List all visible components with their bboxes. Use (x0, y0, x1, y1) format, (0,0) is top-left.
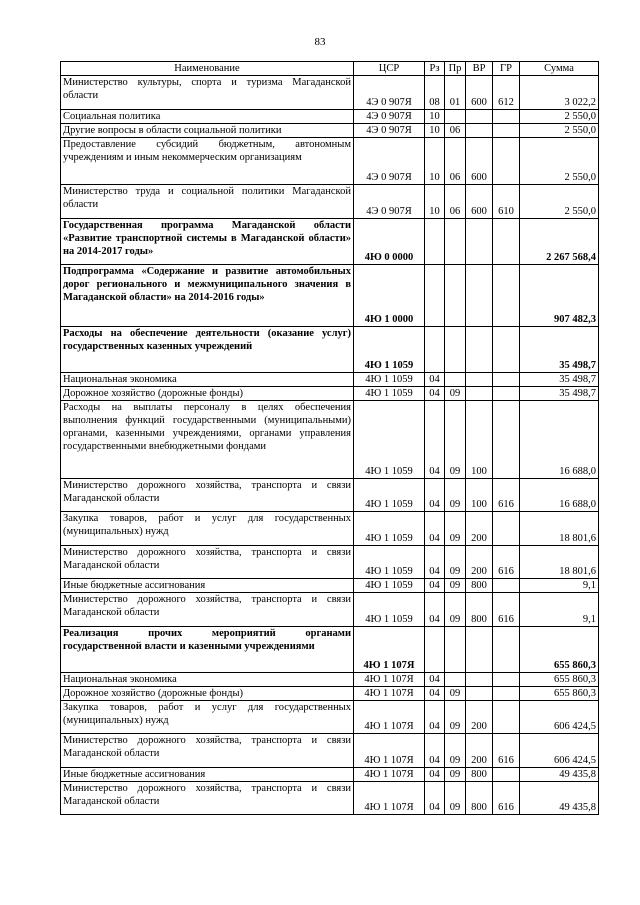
cell-gr (493, 219, 520, 265)
header-name: Наименование (61, 62, 354, 76)
cell-gr (493, 373, 520, 387)
table-row (61, 673, 599, 687)
cell-name: Расходы на выплаты персоналу в целях обеспечения выполнения функций государственными (муниципальными) органами, казенными учреждениями, органами управления государственными внебюджетными фондами (61, 401, 354, 479)
table-row (61, 479, 599, 512)
cell-pr: 06 (445, 124, 466, 138)
cell-pr: 09 (445, 512, 466, 546)
cell-sum: 9,1 (520, 593, 599, 627)
cell-csr: 4Ю 1 1059 (354, 479, 425, 512)
cell-csr: 4Ю 1 1059 (354, 593, 425, 627)
cell-gr: 616 (493, 782, 520, 815)
cell-sum: 3 022,2 (520, 76, 599, 110)
cell-name: Министерство культуры, спорта и туризма Магаданской области (61, 76, 354, 110)
cell-sum: 2 267 568,4 (520, 219, 599, 265)
cell-pr: 06 (445, 185, 466, 219)
cell-sum: 18 801,6 (520, 546, 599, 579)
header-rz: Рз (425, 62, 445, 76)
table-row (61, 701, 599, 734)
cell-gr (493, 124, 520, 138)
table-row (61, 768, 599, 782)
cell-vr (466, 687, 493, 701)
table-row (61, 782, 599, 815)
cell-gr (493, 265, 520, 327)
cell-name: Предоставление субсидий бюджетным, автономным учреждениям и иным некоммерческим организациям (61, 138, 354, 185)
cell-gr (493, 327, 520, 373)
cell-name: Министерство дорожного хозяйства, транспорта и связи Магаданской области (61, 782, 354, 815)
cell-vr (466, 373, 493, 387)
cell-rz: 04 (425, 593, 445, 627)
cell-name: Министерство дорожного хозяйства, транспорта и связи Магаданской области (61, 734, 354, 768)
cell-gr (493, 673, 520, 687)
cell-name: Государственная программа Магаданской области «Развитие транспортной системы в Магаданской области» на 2014-2017 годы» (61, 219, 354, 265)
cell-pr: 09 (445, 782, 466, 815)
cell-gr: 616 (493, 479, 520, 512)
table-row (61, 512, 599, 546)
cell-csr: 4Э 0 907Я (354, 110, 425, 124)
cell-sum: 49 435,8 (520, 782, 599, 815)
cell-csr: 4Ю 1 107Я (354, 768, 425, 782)
cell-rz: 04 (425, 768, 445, 782)
cell-name: Дорожное хозяйство (дорожные фонды) (61, 687, 354, 701)
cell-csr: 4Ю 0 0000 (354, 219, 425, 265)
cell-csr: 4Ю 1 1059 (354, 373, 425, 387)
header-pr: Пр (445, 62, 466, 76)
cell-csr: 4Ю 1 107Я (354, 673, 425, 687)
table-row (61, 76, 599, 110)
cell-sum: 606 424,5 (520, 701, 599, 734)
cell-vr (466, 327, 493, 373)
cell-csr: 4Ю 1 0000 (354, 265, 425, 327)
cell-rz: 04 (425, 734, 445, 768)
cell-gr: 616 (493, 734, 520, 768)
table-row (61, 138, 599, 185)
cell-pr: 09 (445, 734, 466, 768)
cell-vr: 800 (466, 768, 493, 782)
table-row (61, 124, 599, 138)
header-csr: ЦСР (354, 62, 425, 76)
cell-name: Министерство дорожного хозяйства, транспорта и связи Магаданской области (61, 479, 354, 512)
cell-pr: 06 (445, 138, 466, 185)
cell-vr: 100 (466, 401, 493, 479)
cell-sum: 2 550,0 (520, 110, 599, 124)
cell-name: Социальная политика (61, 110, 354, 124)
cell-rz: 04 (425, 373, 445, 387)
cell-vr (466, 387, 493, 401)
table-row (61, 734, 599, 768)
cell-pr (445, 327, 466, 373)
cell-gr: 616 (493, 546, 520, 579)
cell-rz: 04 (425, 687, 445, 701)
header-sum: Сумма (520, 62, 599, 76)
cell-csr: 4Ю 1 1059 (354, 327, 425, 373)
table-row (61, 265, 599, 327)
cell-gr: 612 (493, 76, 520, 110)
cell-rz (425, 627, 445, 673)
cell-csr: 4Ю 1 107Я (354, 687, 425, 701)
cell-pr: 01 (445, 76, 466, 110)
cell-rz: 10 (425, 110, 445, 124)
cell-gr (493, 701, 520, 734)
cell-rz: 04 (425, 387, 445, 401)
cell-csr: 4Ю 1 107Я (354, 627, 425, 673)
cell-rz: 04 (425, 512, 445, 546)
cell-vr: 600 (466, 76, 493, 110)
cell-gr (493, 387, 520, 401)
cell-name: Закупка товаров, работ и услуг для государственных (муниципальных) нужд (61, 512, 354, 546)
cell-rz: 04 (425, 479, 445, 512)
header-gr: ГР (493, 62, 520, 76)
cell-vr (466, 219, 493, 265)
cell-csr: 4Ю 1 107Я (354, 734, 425, 768)
cell-gr (493, 627, 520, 673)
cell-vr: 600 (466, 138, 493, 185)
cell-sum: 2 550,0 (520, 124, 599, 138)
cell-csr: 4Ю 1 107Я (354, 701, 425, 734)
table-row (61, 373, 599, 387)
cell-csr: 4Ю 1 1059 (354, 401, 425, 479)
cell-csr: 4Э 0 907Я (354, 185, 425, 219)
cell-csr: 4Ю 1 1059 (354, 579, 425, 593)
cell-name: Закупка товаров, работ и услуг для государственных (муниципальных) нужд (61, 701, 354, 734)
cell-sum: 655 860,3 (520, 673, 599, 687)
page-number: 83 (314, 36, 326, 48)
table-row (61, 687, 599, 701)
cell-sum: 49 435,8 (520, 768, 599, 782)
cell-rz: 04 (425, 673, 445, 687)
table-row (61, 627, 599, 673)
cell-gr: 616 (493, 593, 520, 627)
cell-sum: 16 688,0 (520, 401, 599, 479)
cell-vr (466, 265, 493, 327)
cell-rz (425, 265, 445, 327)
cell-vr: 600 (466, 185, 493, 219)
table-row (61, 387, 599, 401)
cell-gr (493, 687, 520, 701)
header-vr: ВР (466, 62, 493, 76)
cell-sum: 2 550,0 (520, 138, 599, 185)
cell-pr: 09 (445, 401, 466, 479)
cell-pr: 09 (445, 687, 466, 701)
cell-name: Национальная экономика (61, 673, 354, 687)
cell-vr: 100 (466, 479, 493, 512)
cell-csr: 4Ю 1 1059 (354, 546, 425, 579)
cell-sum: 2 550,0 (520, 185, 599, 219)
cell-sum: 655 860,3 (520, 627, 599, 673)
cell-name: Подпрограмма «Содержание и развитие автомобильных дорог регионального и межмуниципального значения в Магаданской области» на 2014-2016 годы» (61, 265, 354, 327)
cell-name: Национальная экономика (61, 373, 354, 387)
cell-rz: 08 (425, 76, 445, 110)
cell-csr: 4Э 0 907Я (354, 76, 425, 110)
cell-gr (493, 768, 520, 782)
cell-vr (466, 124, 493, 138)
cell-pr (445, 673, 466, 687)
cell-vr: 200 (466, 734, 493, 768)
cell-pr: 09 (445, 546, 466, 579)
cell-rz: 04 (425, 579, 445, 593)
cell-vr (466, 627, 493, 673)
cell-name: Реализация прочих мероприятий органами государственной власти и казенными учреждениями (61, 627, 354, 673)
cell-csr: 4Ю 1 107Я (354, 782, 425, 815)
cell-rz: 10 (425, 124, 445, 138)
table-row (61, 185, 599, 219)
cell-sum: 18 801,6 (520, 512, 599, 546)
cell-pr (445, 219, 466, 265)
cell-name: Министерство дорожного хозяйства, транспорта и связи Магаданской области (61, 593, 354, 627)
cell-gr (493, 579, 520, 593)
cell-vr: 800 (466, 579, 493, 593)
cell-pr: 09 (445, 387, 466, 401)
table-row (61, 219, 599, 265)
cell-sum: 907 482,3 (520, 265, 599, 327)
cell-sum: 35 498,7 (520, 387, 599, 401)
cell-rz: 10 (425, 185, 445, 219)
cell-name: Министерство труда и социальной политики Магаданской области (61, 185, 354, 219)
cell-vr (466, 673, 493, 687)
cell-name: Иные бюджетные ассигнования (61, 579, 354, 593)
cell-gr (493, 138, 520, 185)
table-row (61, 546, 599, 579)
cell-gr (493, 512, 520, 546)
cell-vr: 200 (466, 546, 493, 579)
cell-rz: 04 (425, 701, 445, 734)
cell-sum: 606 424,5 (520, 734, 599, 768)
table-row (61, 110, 599, 124)
table-row (61, 579, 599, 593)
cell-sum: 655 860,3 (520, 687, 599, 701)
cell-vr (466, 110, 493, 124)
table-row (61, 401, 599, 479)
cell-sum: 9,1 (520, 579, 599, 593)
cell-csr: 4Ю 1 1059 (354, 387, 425, 401)
cell-pr: 09 (445, 593, 466, 627)
cell-rz: 10 (425, 138, 445, 185)
cell-rz: 04 (425, 782, 445, 815)
budget-table (60, 61, 599, 815)
cell-vr: 200 (466, 512, 493, 546)
cell-csr: 4Э 0 907Я (354, 124, 425, 138)
table-row (61, 327, 599, 373)
cell-gr (493, 401, 520, 479)
cell-pr (445, 265, 466, 327)
cell-csr: 4Ю 1 1059 (354, 512, 425, 546)
cell-pr (445, 373, 466, 387)
cell-pr: 09 (445, 701, 466, 734)
cell-name: Дорожное хозяйство (дорожные фонды) (61, 387, 354, 401)
cell-sum: 35 498,7 (520, 327, 599, 373)
cell-vr: 200 (466, 701, 493, 734)
cell-sum: 16 688,0 (520, 479, 599, 512)
cell-rz: 04 (425, 546, 445, 579)
cell-pr (445, 627, 466, 673)
cell-gr: 610 (493, 185, 520, 219)
cell-rz (425, 327, 445, 373)
cell-rz (425, 219, 445, 265)
cell-csr: 4Э 0 907Я (354, 138, 425, 185)
cell-name: Расходы на обеспечение деятельности (оказание услуг) государственных казенных учреждений (61, 327, 354, 373)
cell-pr: 09 (445, 579, 466, 593)
cell-pr (445, 110, 466, 124)
cell-vr: 800 (466, 782, 493, 815)
cell-gr (493, 110, 520, 124)
table-row (61, 593, 599, 627)
cell-sum: 35 498,7 (520, 373, 599, 387)
cell-pr: 09 (445, 479, 466, 512)
cell-pr: 09 (445, 768, 466, 782)
cell-vr: 800 (466, 593, 493, 627)
cell-name: Иные бюджетные ассигнования (61, 768, 354, 782)
cell-name: Другие вопросы в области социальной политики (61, 124, 354, 138)
cell-name: Министерство дорожного хозяйства, транспорта и связи Магаданской области (61, 546, 354, 579)
header-row (61, 62, 599, 76)
cell-rz: 04 (425, 401, 445, 479)
